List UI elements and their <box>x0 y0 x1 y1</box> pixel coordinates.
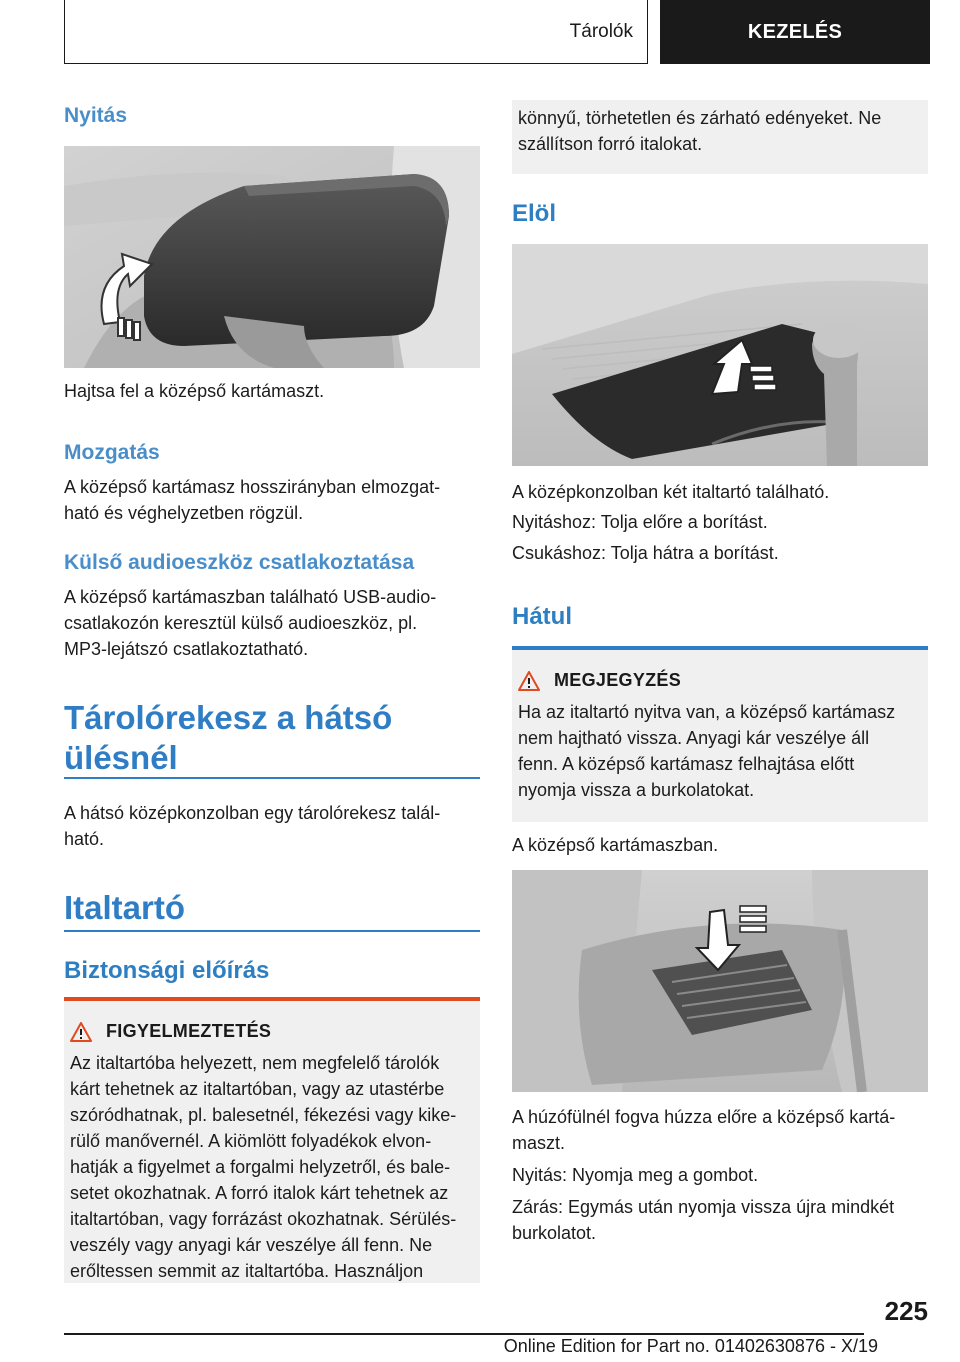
text-hatul-1: A húzófülnél fogva húzza előre a középső kartá- <box>512 1107 896 1127</box>
page-number: 225 <box>884 1296 928 1326</box>
warning-line: setet okozhatnak. A forró italok kárt tehetnek az <box>70 1183 449 1203</box>
warning-line: italtartóban, vagy forrázást okozhatnak. Sérülés- <box>70 1209 457 1229</box>
edition-footer: Online Edition for Part no. 01402630876 - X/19 <box>503 1336 878 1356</box>
warning-continuation-box <box>512 100 928 174</box>
warning-triangle-icon <box>70 1022 92 1042</box>
text-hatul-4: Zárás: Egymás után nyomja vissza újra mindkét <box>512 1197 895 1217</box>
text-kulso-2: csatlakozón keresztül külső audioeszköz, pl. <box>64 613 418 633</box>
section-rule <box>64 777 480 779</box>
text-hatul-3: Nyitás: Nyomja meg a gombot. <box>512 1165 759 1185</box>
note-line: fenn. A középső kartámasz felhajtása előtt <box>518 754 855 774</box>
warning-line: szállítson forró italokat. <box>518 134 703 154</box>
heading-nyitas: Nyitás <box>64 104 128 127</box>
warning-header <box>70 1021 472 1042</box>
text-elol-2: Nyitáshoz: Tolja előre a borítást. <box>512 512 768 532</box>
text-tarolo-1: A hátsó középkonzolban egy tárolórekesz talál- <box>64 803 441 823</box>
text-elol-3: Csukáshoz: Tolja hátra a borítást. <box>512 543 779 563</box>
text-hatul-2: maszt. <box>512 1133 566 1153</box>
left-column <box>64 0 480 1300</box>
front-cupholder-illustration <box>512 244 928 466</box>
heading-biztonsagi: Biztonsági előírás <box>64 957 270 984</box>
warning-body <box>70 1050 472 1284</box>
text-kulso-1: A középső kartámaszban található USB-audio- <box>64 587 437 607</box>
text-mozgatas-2: ható és véghelyzetben rögzül. <box>64 503 304 523</box>
warning-line: erőltessen semmit az italtartóba. Használjon <box>70 1261 424 1281</box>
heading-tarolorekesz-line2: ülésnél <box>64 739 178 776</box>
heading-italtarto: Italtartó <box>64 889 186 926</box>
note-header <box>518 670 920 691</box>
note-title: MEGJEGYZÉS <box>554 670 682 690</box>
note-box <box>512 650 928 822</box>
caption-nyitas: Hajtsa fel a középső kartámaszt. <box>64 381 325 401</box>
note-body <box>518 699 920 803</box>
footer-rule <box>64 1333 864 1335</box>
right-column <box>512 0 928 1300</box>
warning-line: veszély vagy anyagi kár veszélye áll fenn. Ne <box>70 1235 433 1255</box>
warning-box <box>64 1001 480 1283</box>
armrest-illustration <box>64 146 480 368</box>
warning-title: FIGYELMEZTETÉS <box>106 1021 272 1041</box>
text-tarolo-2: ható. <box>64 829 105 849</box>
text-hatul-5: burkolatot. <box>512 1223 597 1243</box>
note-line: Ha az italtartó nyitva van, a középső kartámasz <box>518 702 896 722</box>
header-chapter-title: KEZELÉS <box>747 20 843 43</box>
header-section-title: Tárolók <box>569 20 633 42</box>
warning-line: könnyű, törhetetlen és zárható edényeket. Ne <box>518 108 882 128</box>
heading-elol: Elöl <box>512 200 557 227</box>
warning-line: Az italtartóba helyezett, nem megfelelő tárolók <box>70 1053 440 1073</box>
section-rule <box>64 930 480 932</box>
heading-tarolorekesz-line1: Tárolórekesz a hátsó <box>64 699 393 736</box>
text-kulso-3: MP3-lejátszó csatlakoztatható. <box>64 639 309 659</box>
text-mozgatas-1: A középső kartámasz hosszirányban elmozgat- <box>64 477 441 497</box>
heading-kulso-audio: Külső audioeszköz csatlakoztatása <box>64 551 415 574</box>
rear-cupholder-illustration <box>512 870 928 1092</box>
warning-line: szóródhatnak, pl. balesetnél, fékezési vagy kike- <box>70 1105 457 1125</box>
caution-triangle-icon <box>518 671 540 691</box>
warning-line: rülő manővernél. A kiömlött folyadékok elvon- <box>70 1131 432 1151</box>
note-line: nyomja vissza a burkolatokat. <box>518 780 755 800</box>
rear-cupholder-photo <box>512 870 928 1092</box>
front-cupholder-photo <box>512 244 928 466</box>
note-line: nem hajtható vissza. Anyagi kár veszélye áll <box>518 728 870 748</box>
warning-line: kárt tehetnek az italtartóban, vagy az utastérbe <box>70 1079 445 1099</box>
heading-hatul: Hátul <box>512 603 572 630</box>
armrest-photo <box>64 146 480 368</box>
text-elol-1: A középkonzolban két italtartó található. <box>512 482 830 502</box>
warning-line: hatják a figyelmet a forgalmi helyzetről, és bale- <box>70 1157 451 1177</box>
heading-mozgatas: Mozgatás <box>64 441 160 464</box>
caption-hatul: A középső kartámaszban. <box>512 835 719 855</box>
